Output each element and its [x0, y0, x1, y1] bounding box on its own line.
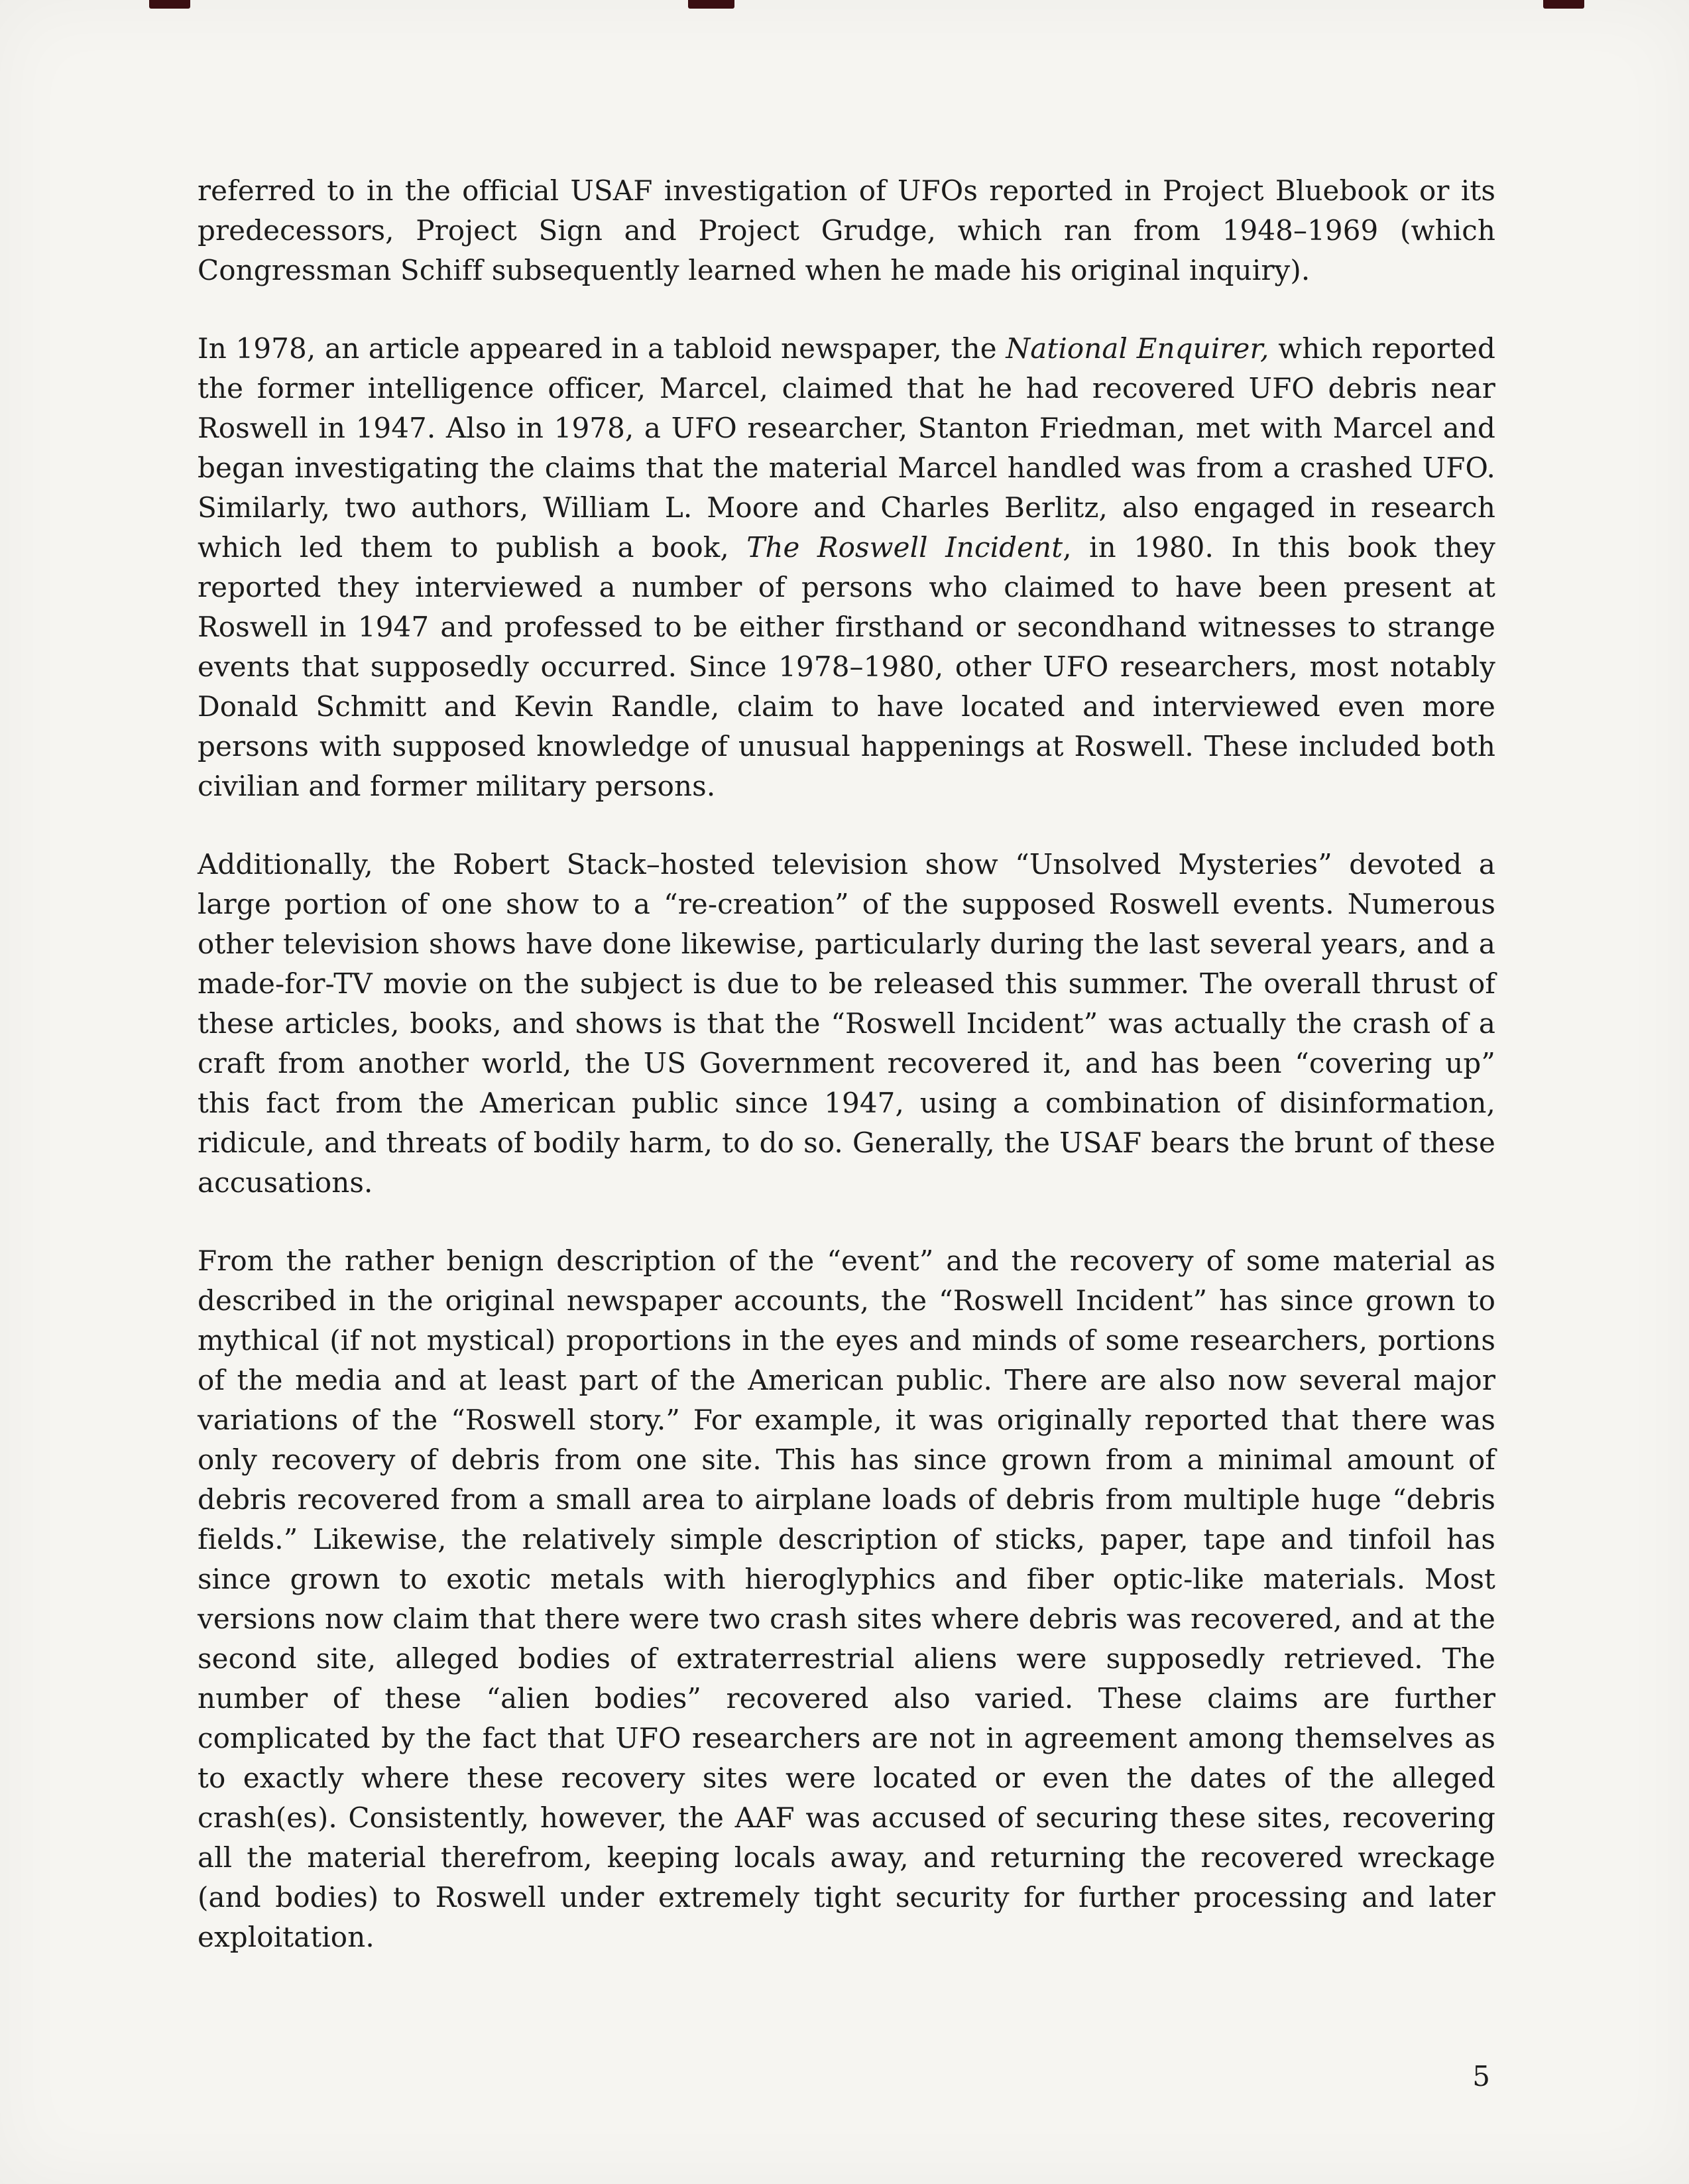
text-run: which reported the former intelligence officer, Marcel, claimed that he had recovered UFO debris near Roswell in 1947. Also in 1978, a UFO researcher, Stanton Friedman, met with Marcel and began investigating the claims that the material Marcel handled was from a crashed UFO. Similarly, two authors, William L. Moore and Charles Berlitz, also engaged in research which led them to publish a book,	[198, 332, 1495, 564]
text-run: , in 1980. In this book they reported they interviewed a number of persons who claimed to have been present at Roswell in 1947 and professed to be either firsthand or secondhand witnesses to strange events that supposedly occurred. Since 1978–1980, other UFO researchers, most notably Donald Schmitt and Kevin Randle, claim to have located and interviewed even more persons with supposed knowledge of unusual happenings at Roswell. These included both civilian and former military persons.	[198, 531, 1495, 802]
text-run: From the rather benign description of the “event” and the recovery of some material as described in the original newspaper accounts, the “Roswell Incident” has since grown to mythical (if not mystical) proportions in the eyes and minds of some researchers, portions of the media and at least part of the American public. There are also now several major variations of the “Roswell story.” For example, it was originally reported that there was only recovery of debris from one site. This has since grown from a minimal amount of debris recovered from a small area to airplane loads of debris from multiple huge “debris fields.” Likewise, the relatively simple description of sticks, paper, tape and tinfoil has since grown to exotic metals with hieroglyphics and fiber optic-like materials. Most versions now claim that there were two crash sites where debris was recovered, and at the second site, alleged bodies of extraterrestrial aliens were supposedly retrieved. The number of these “alien bodies” recovered also varied. These claims are further complicated by the fact that UFO researchers are not in agreement among themselves as to exactly where these recovery sites were located or even the dates of the alleged crash(es). Consistently, however, the AAF was accused of securing these sites, recovering all the material therefrom, keeping locals away, and returning the recovered wreckage (and bodies) to Roswell under extremely tight security for further processing and later exploitation.	[198, 1244, 1495, 1953]
paragraph-1978-article	[198, 329, 1495, 806]
page-number: 5	[1472, 2060, 1490, 2093]
scan-artifact-icon	[1543, 0, 1584, 9]
page-content	[198, 171, 1495, 1957]
text-run: referred to in the official USAF investigation of UFOs reported in Project Bluebook or its predecessors, Project Sign and Project Grudge, which ran from 1948–1969 (which Congressman Schiff subsequently learned when he made his original inquiry).	[198, 174, 1495, 286]
scan-artifact-icon	[149, 0, 190, 9]
paragraph-television-shows	[198, 845, 1495, 1203]
text-run: Additionally, the Robert Stack–hosted television show “Unsolved Mysteries” devoted a large portion of one show to a “re-creation” of the supposed Roswell events. Numerous other television shows have done likewise, particularly during the last several years, and a made-for-TV movie on the subject is due to be released this summer. The overall thrust of these articles, books, and shows is that the “Roswell Incident” was actually the crash of a craft from another world, the US Government recovered it, and has been “covering up” this fact from the American public since 1947, using a combination of disinformation, ridicule, and threats of bodily harm, to do so. Generally, the USAF bears the brunt of these accusations.	[198, 848, 1495, 1199]
italic-text-run: The Roswell Incident	[746, 531, 1063, 564]
paragraph-continuation	[198, 171, 1495, 290]
text-run: In 1978, an article appeared in a tabloid newspaper, the	[198, 332, 1006, 365]
paragraph-roswell-variations	[198, 1241, 1495, 1957]
italic-text-run: National Enquirer,	[1006, 332, 1269, 365]
scan-artifact-icon	[688, 0, 734, 9]
